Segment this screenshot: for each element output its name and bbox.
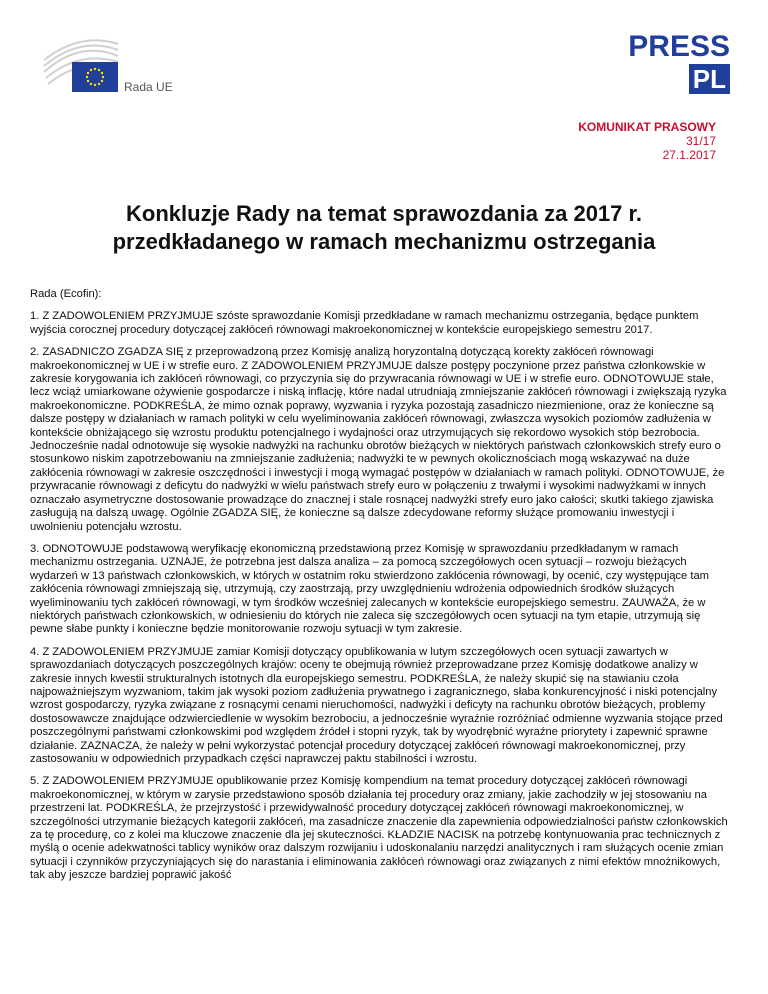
press-pl-badge: PL <box>689 64 730 94</box>
paragraph-1: 1. Z ZADOWOLENIEM PRZYJMUJE szóste sprawozdanie Komisji przedkładane w ramach mechanizmu ostrzegania, będące punktem wyjścia corocznej procedury dotyczącej zakłóceń równowagi makroekonomicznej w kontekście europejskiego semestru 2017. <box>30 310 699 336</box>
paragraph-4: 4. Z ZADOWOLENIEM PRZYJMUJE zamiar Komisji dotyczący opublikowania w lutym szczegółowych ocen sytuacji zawartych w sprawozdaniach dotyczących poszczególnych krajów: oceny te obejmują również przeprowadzane przez Komisję dodatkowe analizy w zakresie innych kwestii strukturalnych istotnych dla europejskiego semestru. PODKREŚLA, że należy skupić się na stawianiu czoła najpoważniejszym wyzwaniom, takim jak wysoki poziom zadłużenia prywatnego i zagranicznego, słaba konkurencyjność i niski potencjalny wzrost gospodarczy, ryzyka związane z rosnącymi cenami nieruchomości, nadwyżki i deficyty na rachunku obrotów bieżących, problemy dostosowawcze znajdujące odzwierciedlenie w wysokim bezrobociu, a jednocześnie wyraźnie rozróżniać odmienne wyzwania stojące przed poszczególnymi państwami członkowskimi pod względem źródeł i stopni ryzyk, tak by wyodrębnić wyraźne priorytety i zapewnić sprawne działanie. ZAZNACZA, że należy w pełni wykorzystać potencjał procedury dotyczącej zakłóceń równowagi makroekonomicznej, przy zastosowaniu w odpowiednich przypadkach części naprawczej paktu stabilności i wzrostu. <box>30 645 723 765</box>
release-date: 27.1.2017 <box>662 148 716 162</box>
eu-flag-icon <box>72 62 118 92</box>
release-number: 31/17 <box>685 134 716 148</box>
paragraph-3: 3. ODNOTOWUJE podstawową weryfikację ekonomiczną przedstawioną przez Komisję w sprawozdaniu przedkładanym w ramach mechanizmu ostrzegania. UZNAJE, że potrzebna jest dalsza analiza – za pomocą szczegółowych ocen sytuacji – rozwoju bieżących wydarzeń w 13 państwach członkowskich, w których w ostatnim roku stwierdzono zakłócenia równowagi, by ocenić, czy występujące tam zakłócenia równowagi zmniejszają się, utrzymują, czy zaostrzają, przy uwzględnieniu wdrożenia odpowiednich środków służących wyeliminowaniu tych zakłóceń równowagi, w tym środków wcześniej zalecanych w kontekście europejskiego semestru. ZAUWAŻA, że w niektórych państwach członkowskich, w odniesieniu do których nie zaleca się szczegółowych ocen sytuacji na tym etapie, utrzymują się pewne słabe punkty i konieczne będzie monitorowanie rozwoju sytuacji w tym zakresie. <box>30 542 710 636</box>
intro-line: Rada (Ecofin): <box>30 288 102 300</box>
release-title: KOMUNIKAT PRASOWY <box>578 120 716 134</box>
paragraph-5: 5. Z ZADOWOLENIEM PRZYJMUJE opublikowanie przez Komisję kompendium na temat procedury dotyczącej zakłóceń równowagi makroekonomicznej, w którym w zarysie przedstawiono sposób działania tej procedury oraz zmiany, jakie zachodziły w jej stosowaniu na przestrzeni lat. PODKREŚLA, że przejrzystość i przewidywalność procedury dotyczącej zakłóceń równowagi makroekonomicznej, w szczególności utrzymanie bieżących kategorii zakłóceń, ma zasadnicze znaczenie dla zapewnienia odpowiedzialności państw członkowskich za tę procedurę, co z kolei ma kluczowe znaczenie dla jej skuteczności. KŁADZIE NACISK na potrzebę kontynuowania prac technicznych z myślą o ocenie adekwatności tablicy wyników oraz dalszym rozwijaniu i udoskonalaniu narzędzi analitycznych i ram służących ocenie zmian sytuacji i czynników przyczyniających się do narastania i eliminowania zakłóceń równowagi oraz związanych z nimi efektów mnożnikowych, tak aby jeszcze bardziej poprawić jakość <box>30 775 728 882</box>
org-name: Rada UE <box>124 80 173 94</box>
press-word: PRESS <box>628 30 730 63</box>
document-body <box>30 288 730 892</box>
paragraph-2: 2. ZASADNICZO ZGADZA SIĘ z przeprowadzoną przez Komisję analizą horyzontalną dotyczącą korekty zakłóceń równowagi makroekonomicznej w UE i w strefie euro. Z ZADOWOLENIEM PRZYJMUJE dalsze postępy poczynione przez państwa członkowskie w zakresie korygowania ich zakłóceń równowagi, co przyczynia się do przywracania równowagi w UE i w strefie euro. ODNOTOWUJE stałe, lecz wciąż umiarkowane ożywienie gospodarcze i niską inflację, które nadal utrudniają zmniejszanie zakłóceń równowagi i zwiększają ryzyka makroekonomiczne. PODKREŚLA, że mimo oznak poprawy, wyzwania i ryzyka pozostają zasadniczo niezmienione, oraz że konieczne są dalsze postępy w działaniach w ramach polityki w celu wyeliminowania zakłóceń równowagi, zwłaszcza wysokich poziomów zadłużenia w kontekście obniżającego się wzrostu produktu potencjalnego i wydajności oraz utrzymujących się rekordowo wysokich stóp bezrobocia. Jednocześnie nadal odnotowuje się wysokie nadwyżki na rachunku obrotów bieżących w niektórych państwach członkowskich strefy euro o stosunkowo niskim zapotrzebowaniu na zmniejszanie zadłużenia; nadwyżki te w pewnych okolicznościach mogą wskazywać na duże zakłócenia równowagi w zakresie oszczędności i inwestycji i mogą wymagać postępów w działaniach w ramach polityki. ODNOTOWUJE, że przywracanie równowagi z deficytu do nadwyżki w wielu państwach strefy euro w połączeniu z trwałymi i wysokimi nadwyżkami w innych oznaczało asymetryczne dostosowanie prowadzące do znacznej i stale rosnącej nadwyżki strefy euro jako całości; skutki takiego zjawiska zasługują na dalszą uwagę. Ogólnie ZGADZA SIĘ, że konieczne są dalsze zdecydowane reformy służące promowaniu inwestycji i uwolnieniu potencjału wzrostu. <box>30 346 727 533</box>
press-logo <box>628 32 730 94</box>
release-info <box>578 120 716 162</box>
document-title: Konkluzje Rady na temat sprawozdania za 2017 r. przedkładanego w ramach mechanizmu ostrzegania <box>112 201 656 254</box>
